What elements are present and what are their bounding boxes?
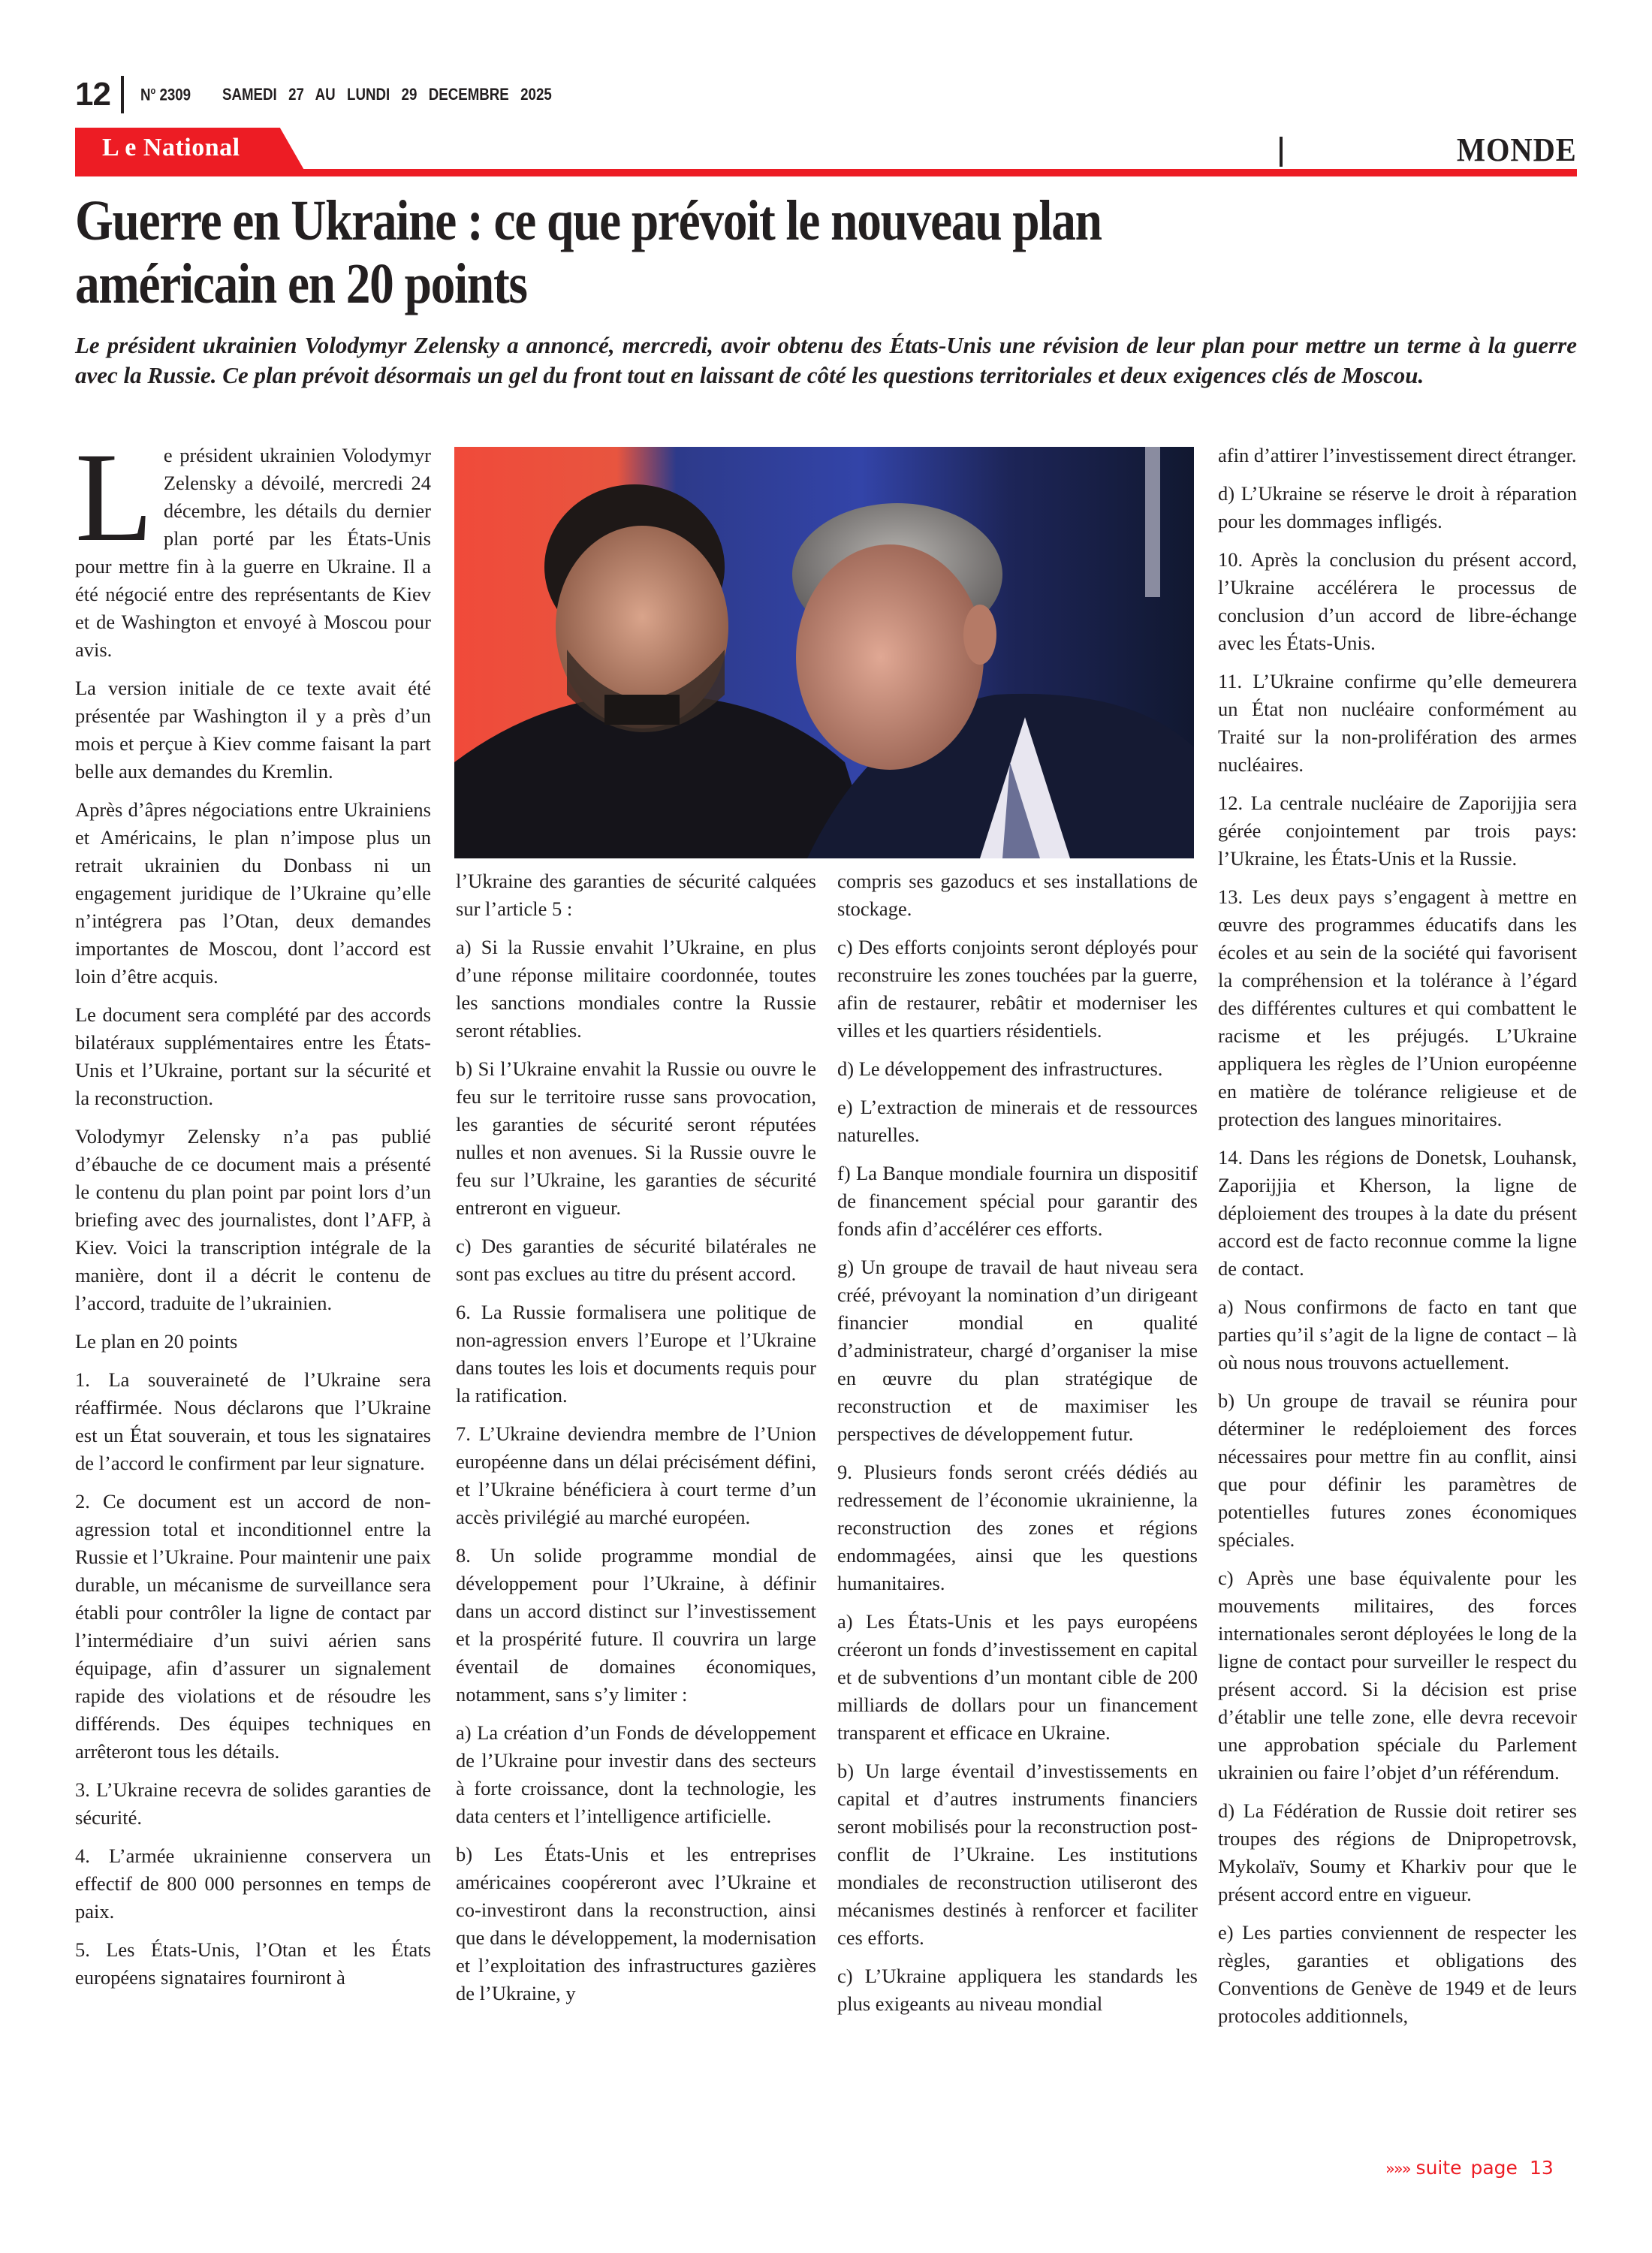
continued-arrows-icon: »»» [1385, 2160, 1410, 2178]
plan-subpoint: f) La Banque mondiale fournira un dispositif de financement spécial pour garantir des fonds afin d’accélérer ces efforts. [837, 1162, 1198, 1240]
page-number-divider [121, 76, 124, 113]
article-standfirst: Le président ukrainien Volodymyr Zelensky a annoncé, mercredi, avoir obtenu des États-Unis une révision de leur plan pour mettre un terme à la guerre avec la Russie. Ce plan prévoit désormais un gel du front tout en laissant de côté les questions territoriales et deux exigences clés de Moscou. [75, 332, 1577, 388]
plan-point: 1. La souveraineté de l’Ukraine sera réaffirmée. Nous déclarons que l’Ukraine est un État souverain, et tous les signataires de l’accord le confirment par leur signature. [75, 1368, 431, 1474]
section-divider [1280, 137, 1283, 167]
subheading: Le plan en 20 points [75, 1330, 238, 1353]
paragraph: La version initiale de ce texte avait été présentée par Washington il y a près d’un mois et perçue à Kiev comme faisant la part belle aux demandes du Kremlin. [75, 677, 431, 783]
plan-point: 7. L’Ukraine deviendra membre de l’Union européenne dans un délai précisément défini, et l’Ukraine bénéficiera à court terme d’un accès privilégié au marché européen. [456, 1422, 816, 1528]
article-column-3 [837, 867, 1198, 2028]
plan-subpoint: b) Un groupe de travail se réunira pour déterminer le redéploiement des forces nécessaires pour mettre fin au conflit, ainsi que pour définir les paramètres de potentielles futures zones économiques spéciales. [1218, 1389, 1577, 1551]
plan-subpoint: c) Des garanties de sécurité bilatérales ne sont pas exclues au titre du présent accord. [456, 1235, 816, 1285]
plan-point: 12. La centrale nucléaire de Zaporijjia sera gérée conjointement par trois pays: l’Ukraine, les États-Unis et la Russie. [1218, 792, 1577, 870]
plan-point: 14. Dans les régions de Donetsk, Louhansk, Zaporijjia et Kherson, la ligne de déploiement des troupes à la date du présent accord est de facto reconnue comme la ligne de contact. [1218, 1146, 1577, 1280]
plan-subpoint: c) Après une base équivalente pour les mouvements militaires, des forces internationales seront déployées le long de la ligne de contact pour surveiller le respect du présent accord. Si la décision est prise d’établir une telle zone, elle devra recevoir une approbation spéciale du Parlement ukrainien ou faire l’objet d’un référendum. [1218, 1567, 1577, 1784]
plan-point: 6. La Russie formalisera une politique de non-agression envers l’Europe et l’Ukraine dans toutes les lois et documents requis pour la ratification. [456, 1301, 816, 1407]
paragraph: Volodymyr Zelensky n’a pas publié d’ébauche de ce document mais a présenté le contenu du plan point par point lors d’un briefing avec des journalistes, dont l’AFP, à Kiev. Voici la transcription intégrale de la manière, dont il a décrit le contenu de l’accord, traduite de l’ukrainien. [75, 1125, 431, 1314]
plan-subpoint: a) Les États-Unis et les pays européens créeront un fonds d’investissement en capital et de subventions d’un montant cible de 200 milliards de dollars pour un financement transparent et efficace en Ukraine. [837, 1610, 1198, 1744]
plan-subpoint: g) Un groupe de travail de haut niveau sera créé, prévoyant la nomination d’un dirigeant financier mondial en qualité d’administrateur, chargé d’organiser la mise en œuvre du plan stratégique de reconstruction et de maximiser les perspectives de développement futur. [837, 1256, 1198, 1445]
plan-subpoint: b) Un large éventail d’investissements en capital et d’autres instruments financiers seront mobilisés pour la reconstruction post-conflit de l’Ukraine. Les institutions mondiales de reconstruction utiliseront des mécanismes destinés à renforcer et faciliter ces efforts. [837, 1760, 1198, 1949]
plan-subpoint: d) L’Ukraine se réserve le droit à réparation pour les dommages infligés. [1218, 482, 1577, 532]
plan-subpoint: a) La création d’un Fonds de développement de l’Ukraine pour investir dans des secteurs à forte croissance, dont la technologie, les data centers et l’intelligence artificielle. [456, 1721, 816, 1827]
article-column-2 [456, 867, 816, 2018]
article-headline: Guerre en Ukraine : ce que prévoit le nouveau plan américain en 20 points [75, 189, 1102, 315]
continued-label: suite page [1415, 2157, 1518, 2179]
plan-point: 3. L’Ukraine recevra de solides garanties de sécurité. [75, 1778, 431, 1829]
photo-image [454, 447, 1194, 858]
plan-subpoint: b) Les États-Unis et les entreprises américaines coopéreront avec l’Ukraine et co-investiront dans la reconstruction, ainsi que dans le développement, la modernisation et l’exploitation des infrastructures gazières de l’Ukraine, y [456, 1843, 816, 2004]
plan-point: 2. Ce document est un accord de non-agression total et inconditionnel entre la Russie et l’Ukraine. Pour maintenir une paix durable, un mécanisme de surveillance sera établi pour contrôler la ligne de contact par l’intermédiaire d’un suivi aérien sans équipage, afin d’assurer un signalement rapide des violations et de résoudre les différends. Des équipes techniques en arrêteront tous les détails. [75, 1490, 431, 1763]
plan-subpoint: d) Le développement des infrastructures. [837, 1057, 1163, 1080]
plan-point: 4. L’armée ukrainienne conservera un effectif de 800 000 personnes en temps de paix. [75, 1844, 431, 1923]
plan-point: 13. Les deux pays s’engagent à mettre en œuvre des programmes éducatifs dans les écoles et au sein de la société qui favorisent la compréhension et la tolérance à l’égard des différentes cultures et qui combattent le racisme et les préjugés. L’Ukraine appliquera les règles de l’Union européenne en matière de tolérance religieuse et de protection des langues minoritaires. [1218, 885, 1577, 1130]
plan-point: 8. Un solide programme mondial de développement pour l’Ukraine, à définir dans un accord distinct sur l’investissement et la prospérité future. Il couvrira un large éventail de domaines économiques, notamment, sans s’y limiter : [456, 1544, 816, 1706]
paragraph: Après d’âpres négociations entre Ukrainiens et Américains, le plan n’impose plus un retrait ukrainien du Donbass ni un engagement juridique de l’Ukraine qu’elle n’intégrera pas l’Otan, deux demandes importantes de Moscou, dont l’accord est loin d’être acquis. [75, 798, 431, 988]
continued-page-number: 13 [1529, 2157, 1554, 2179]
article-column-1 [75, 427, 431, 2002]
plan-subpoint: a) Nous confirmons de facto en tant que parties qu’il s’agit de la ligne de contact – là où nous nous trouvons actuellement. [1218, 1295, 1577, 1374]
plan-subpoint: e) L’extraction de minerais et de ressources naturelles. [837, 1096, 1198, 1146]
plan-point: 9. Plusieurs fonds seront créés dédiés au redressement de l’économie ukrainienne, la reconstruction des zones et régions endommagées, ainsi que les questions humanitaires. [837, 1461, 1198, 1594]
plan-subpoint: a) Si la Russie envahit l’Ukraine, en plus d’une réponse militaire coordonnée, toutes les sanctions mondiales contre la Russie seront rétablies. [456, 936, 816, 1042]
paragraph: compris ses gazoducs et ses installations de stockage. [837, 870, 1198, 920]
paragraph: l’Ukraine des garanties de sécurité calquées sur l’article 5 : [456, 870, 816, 920]
article-photo [454, 447, 1194, 858]
issue-date: SAMEDI 27 AU LUNDI 29 DECEMBRE 2025 [222, 85, 552, 104]
masthead [75, 75, 610, 114]
plan-subpoint: c) L’Ukraine appliquera les standards les plus exigeants au niveau mondial [837, 1965, 1198, 2015]
issue-number: $N^o$ 2309 [140, 84, 191, 104]
article-column-4 [1218, 442, 1577, 2040]
dropcap: L [75, 427, 153, 568]
plan-subpoint: b) Si l’Ukraine envahit la Russie ou ouvre le feu sur le territoire russe sans provocation, les garanties de sécurité seront réputées nulles et non avenues. Si la Russie ouvre le feu sur l’Ukraine, les garanties de sécurité entreront en vigueur. [456, 1057, 816, 1219]
plan-subpoint: d) La Fédération de Russie doit retirer ses troupes des régions de Dnipropetrovsk, Mykolaïv, Soumy et Kharkiv pour que le présent accord entre en vigueur. [1218, 1799, 1577, 1905]
paragraph: Le président ukrainien Volodymyr Zelensky a dévoilé, mercredi 24 décembre, les détails du dernier plan porté par les États-Unis pour mettre fin à la guerre en Ukraine. Il a été négocié entre des représentants de Kiev et de Washington et envoyé à Moscou pour avis. [75, 427, 431, 661]
paragraph: afin d’attirer l’investissement direct étranger. [1218, 444, 1577, 466]
continued-link[interactable] [1385, 2157, 1554, 2179]
section-band [75, 128, 1577, 176]
publication-name: L e National [102, 134, 240, 161]
page-number: 12 [75, 76, 110, 113]
plan-point: 10. Après la conclusion du présent accord, l’Ukraine accélérera le processus de conclusion d’un accord de libre-échange avec les États-Unis. [1218, 548, 1577, 654]
section-name: MONDE [1457, 131, 1577, 168]
plan-subpoint: c) Des efforts conjoints seront déployés pour reconstruire les zones touchées par la guerre, afin de restaurer, rebâtir et moderniser les villes et les quartiers résidentiels. [837, 936, 1198, 1042]
plan-point: 11. L’Ukraine confirme qu’elle demeurera un État non nucléaire conformément au Traité sur la non-prolifération des armes nucléaires. [1218, 670, 1577, 776]
paragraph: Le document sera complété par des accords bilatéraux supplémentaires entre les États-Unis et l’Ukraine, portant sur la sécurité et la reconstruction. [75, 1003, 431, 1109]
plan-subpoint: e) Les parties conviennent de respecter les règles, garanties et obligations des Conventions de Genève de 1949 et de leurs protocoles additionnels, [1218, 1921, 1577, 2027]
plan-point: 5. Les États-Unis, l’Otan et les États européens signataires fourniront à [75, 1938, 431, 1989]
